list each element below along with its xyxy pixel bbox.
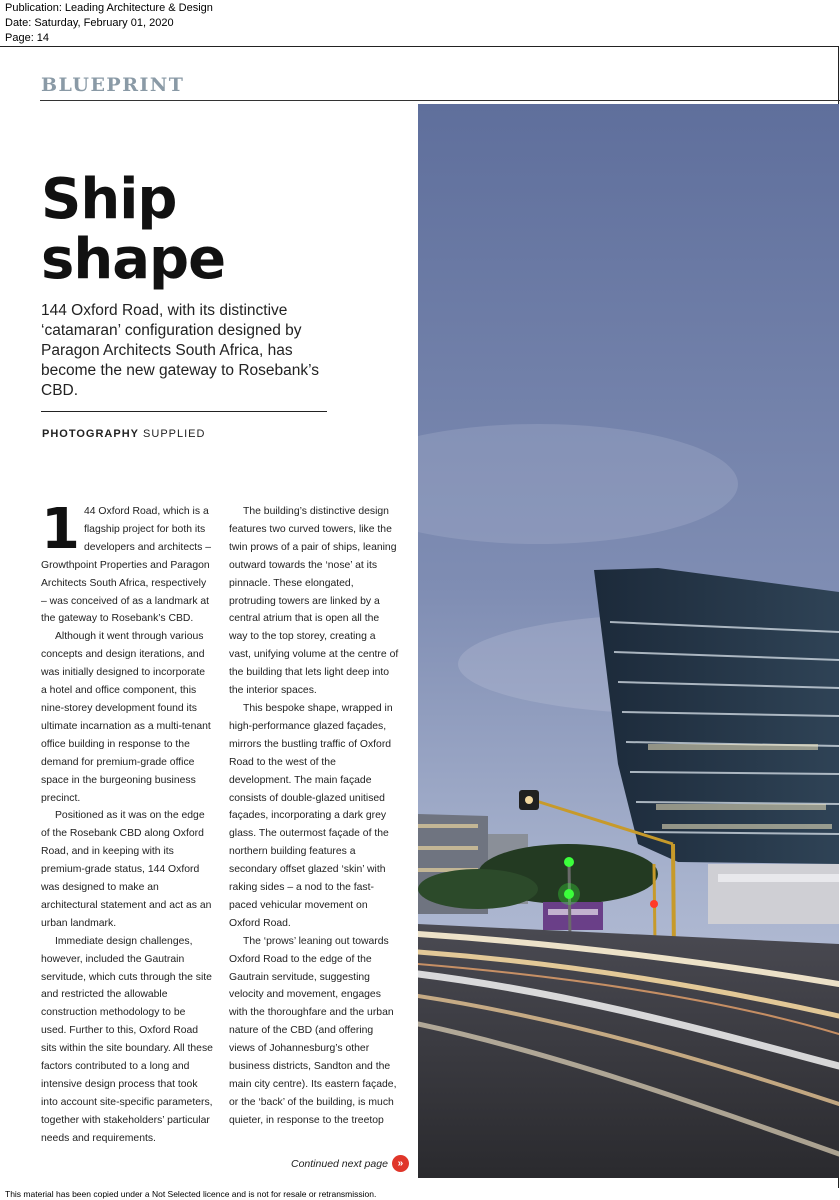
building-photo [418, 104, 839, 1178]
continued-label: Continued next page [291, 1157, 388, 1170]
standfirst-divider [41, 411, 327, 412]
body-paragraph: This bespoke shape, wrapped in high-performance glazed façades, mirrors the bustling traffic of Oxford Road to the west of the development. The main façade consists of double-glazed unitised façades, incorporating a dark grey glass. The outermost façade of the northern building features a secondary offset glazed ‘skin’ with raking sides – a nod to the fast-paced vehicular movement on Oxford Road. [229, 702, 393, 929]
body-paragraph: Although it went through various concepts and design iterations, and was initially designed to incorporate a hotel and office component, this nine-storey development found its ultimate incarnation as a multi-tenant office building in response to the demand for premium-grade office space in the burgeoning business precinct. [41, 631, 211, 804]
body-column-1 [41, 497, 213, 1148]
standfirst: 144 Oxford Road, with its distinctive ‘catamaran’ configuration designed by Paragon Architects South Africa, has become the new gateway to Rosebank’s CBD. [41, 302, 320, 399]
clipping-header [5, 1, 213, 46]
section-divider [40, 100, 840, 101]
licence-footer: This material has been copied under a Not Selected licence and is not for resale or retransmission. [5, 1189, 377, 1199]
publication-line: Publication: Leading Architecture & Design [5, 2, 213, 14]
page-line: Page: 14 [5, 32, 50, 44]
credit-value: SUPPLIED [143, 428, 206, 440]
body-paragraph: 1 44 Oxford Road, which is a flagship project for both its developers and architects – Growthpoint Properties and Paragon Architects South Africa, respectively – was conceived of as a landmark at the gateway to Rosebank’s CBD. [41, 497, 212, 625]
body-paragraph: Positioned as it was on the edge of the Rosebank CBD along Oxford Road, and in keeping with its premium-grade status, 144 Oxford was designed to make an architectural statement and act as an urban landmark. [41, 810, 212, 929]
section-label: BLUEPRINT [41, 74, 185, 96]
body-paragraph: The ‘prows’ leaning out towards Oxford Road to the edge of the Gautrain servitude, suggesting velocity and movement, engages with the thoroughfare and the urban nature of the CBD (and offering views of Johannesburg’s other business districts, Sandton and the main city centre). Its eastern façade, or the ‘back’ of the building, is much quieter, in response to the treetop [229, 935, 397, 1126]
headline [41, 167, 241, 292]
body-paragraph: Immediate design challenges, however, included the Gautrain servitude, which cuts through the site and restricted the allowable construction methodology to be used. Further to this, Oxford Road sits within the site boundary. All these factors contributed to a long and intensive design process that took into account site-specific parameters, together with stakeholders’ particular needs and requirements. [41, 935, 213, 1144]
headline-text: Ship shape [41, 167, 226, 292]
drop-cap: 1 [41, 497, 80, 562]
credit-label: PHOTOGRAPHY [42, 428, 139, 440]
photo-credit [42, 428, 205, 440]
double-chevron-right-icon[interactable]: » [392, 1155, 409, 1172]
continued-next-page[interactable] [291, 1155, 409, 1172]
body-paragraph: The building’s distinctive design features two curved towers, like the twin prows of a pair of ships, leaning outward towards the ‘nose’ at its pinnacle. These elongated, protruding towers are linked by a central atrium that is open all the way to the top storey, creating a vast, unifying volume at the centre of the building that lets light deep into the interior spaces. [229, 506, 399, 697]
date-line: Date: Saturday, February 01, 2020 [5, 17, 174, 29]
body-column-2 [229, 503, 399, 1130]
